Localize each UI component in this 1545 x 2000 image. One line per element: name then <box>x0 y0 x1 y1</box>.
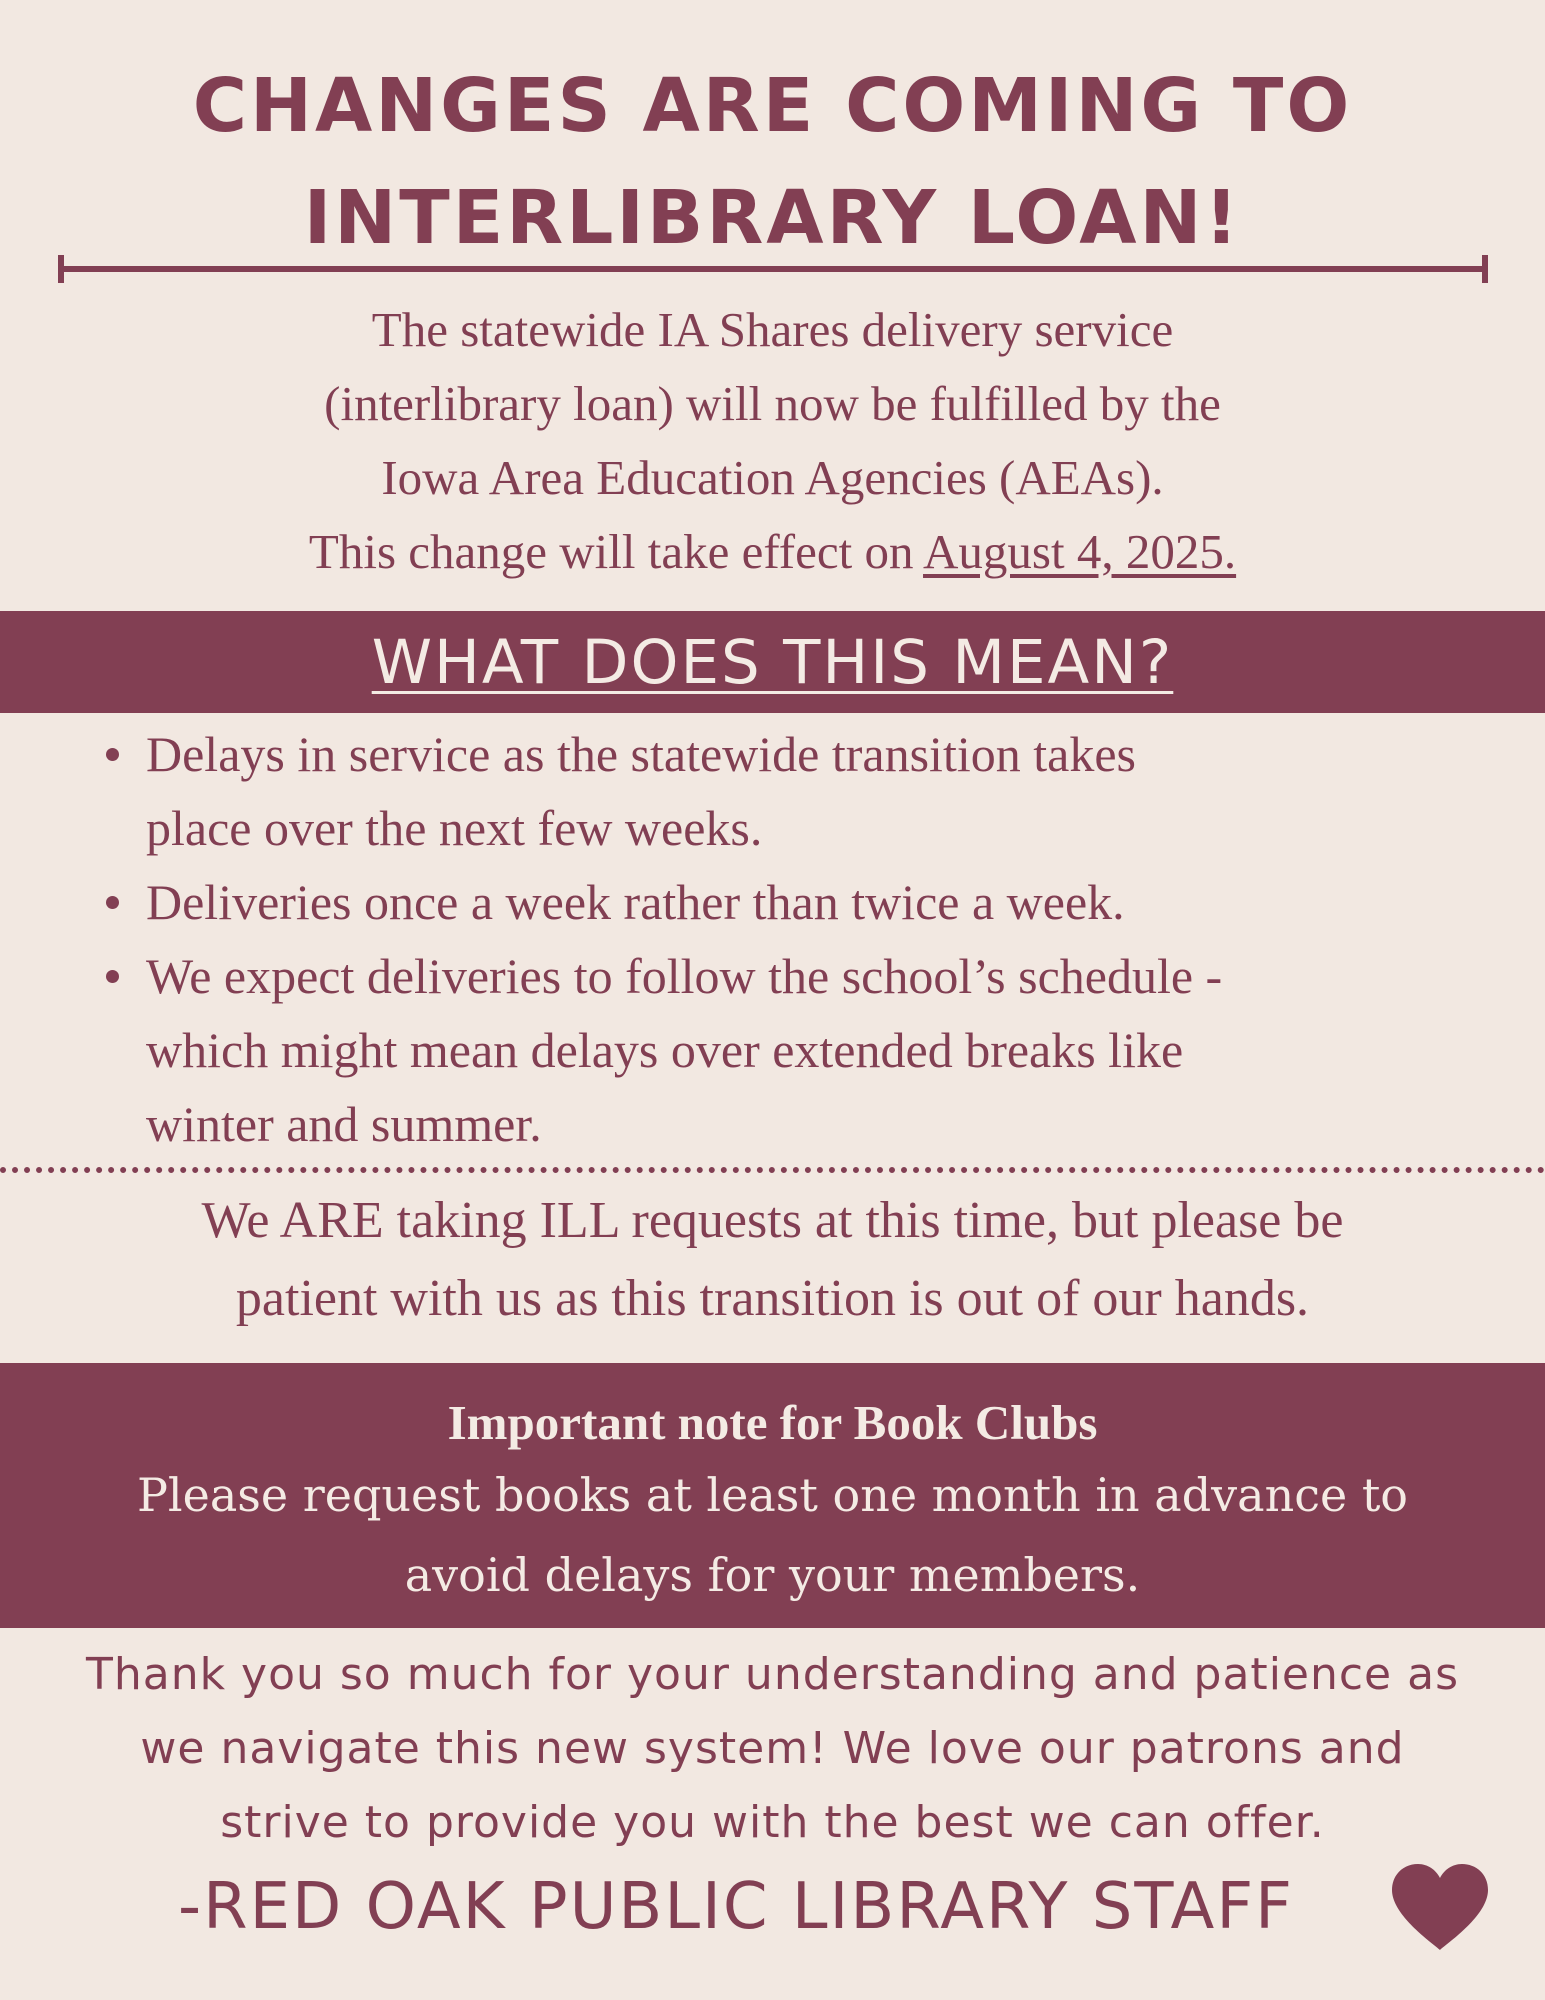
list-item <box>100 717 1500 865</box>
intro-paragraph <box>0 293 1545 589</box>
meaning-heading: WHAT DOES THIS MEAN? <box>371 626 1174 698</box>
list-item-line: which might mean delays over extended breaks like <box>146 1022 1184 1078</box>
list-item-line: place over the next few weeks. <box>146 800 763 856</box>
divider-cap-right <box>1482 255 1488 283</box>
list-item-line: Delays in service as the statewide transition takes <box>146 726 1136 782</box>
thanks-line-3: strive to provide you with the best we can offer. <box>220 1797 1325 1848</box>
list-item-line: We expect deliveries to follow the school’s schedule - <box>146 948 1223 1004</box>
thanks-line-1: Thank you so much for your understanding and patience as <box>85 1649 1460 1700</box>
list-item-line: winter and summer. <box>146 1096 542 1152</box>
staff-signature: -RED OAK PUBLIC LIBRARY STAFF <box>178 1870 1294 1944</box>
dotted-divider <box>0 1167 1545 1173</box>
title-divider <box>58 266 1488 272</box>
ill-notice-line-2: patient with us as this transition is out of our hands. <box>235 1270 1310 1327</box>
bullet-icon <box>106 970 119 983</box>
heart-icon <box>1388 1862 1492 1952</box>
intro-line-3: Iowa Area Education Agencies (AEAs). <box>381 450 1164 505</box>
book-club-line-1: Please request books at least one month in advance to <box>136 1468 1409 1522</box>
list-item <box>100 939 1500 1161</box>
page-title <box>0 50 1545 274</box>
meaning-list <box>100 717 1500 1161</box>
intro-line-4-prefix: This change will take effect on <box>308 524 924 579</box>
bullet-icon <box>106 896 119 909</box>
book-club-line-2: avoid delays for your members. <box>404 1548 1141 1602</box>
ill-notice-line-1: We ARE taking ILL requests at this time, but please be <box>201 1192 1344 1249</box>
intro-line-2: (interlibrary loan) will now be fulfilled by the <box>324 376 1221 431</box>
book-club-heading: Important note for Book Clubs <box>447 1395 1098 1450</box>
title-line-2: INTERLIBRARY LOAN! <box>303 175 1242 261</box>
title-line-1: CHANGES ARE COMING TO <box>192 63 1353 149</box>
list-item <box>100 865 1500 939</box>
bullet-icon <box>106 748 119 761</box>
book-club-banner <box>0 1363 1545 1628</box>
meaning-banner <box>0 611 1545 713</box>
intro-line-4 <box>0 515 1545 589</box>
list-item-line: Deliveries once a week rather than twice a week. <box>146 874 1125 930</box>
divider-cap-left <box>58 255 64 283</box>
thank-you-message <box>0 1638 1545 1860</box>
effective-date: August 4, 2025. <box>923 524 1237 579</box>
thanks-line-2: we navigate this new system! We love our patrons and <box>140 1723 1405 1774</box>
ill-notice <box>0 1182 1545 1338</box>
intro-line-1: The statewide IA Shares delivery service <box>371 302 1174 357</box>
